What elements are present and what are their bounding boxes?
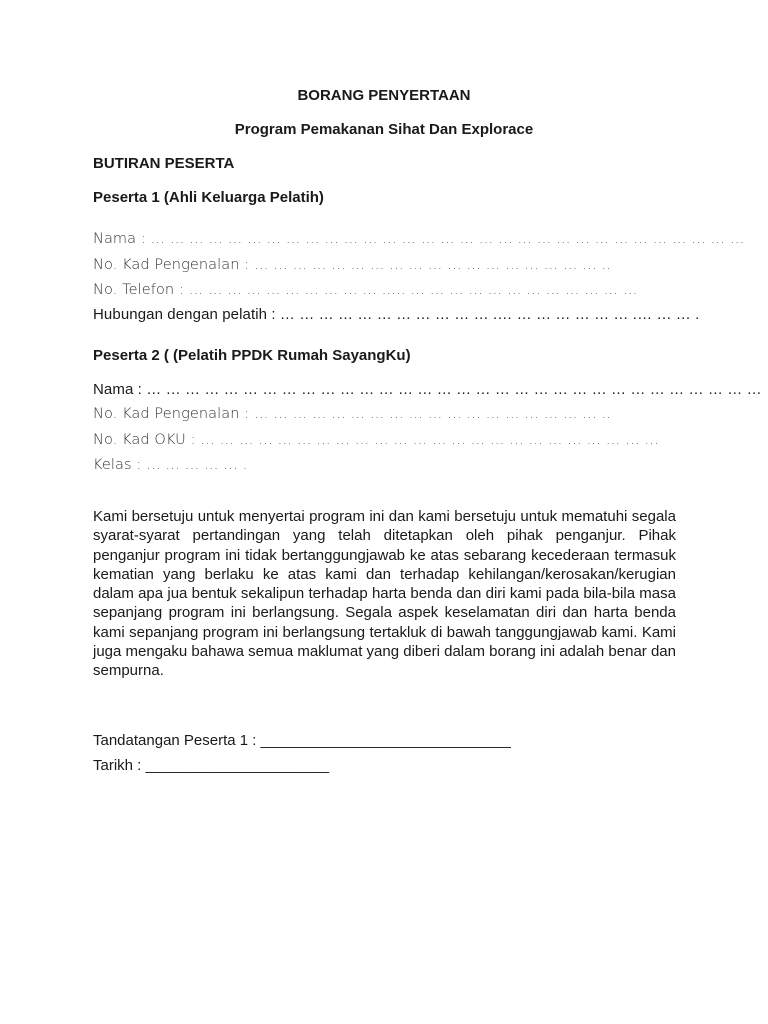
peserta-1-nama-field: Nama : … … … … … … … … … … … … … … … … … … … … … … … … … … … … … … … bbox=[93, 231, 745, 247]
peserta-1-telefon-field: No. Telefon : … … … … … … … … … … ..… … … … … … … … … … … … … bbox=[93, 282, 638, 298]
form-title: BORANG PENYERTAAN bbox=[297, 87, 471, 104]
peserta-2-kad-pengenalan-field: No. Kad Pengenalan : … … … … … … … … … … … … … … … … … … .. bbox=[93, 406, 611, 422]
peserta-2-kelas-field: Kelas : … … … … … . bbox=[93, 457, 248, 473]
peserta-1-hubungan-field: Hubungan dengan pelatih : … … … … … … … … … … … .… … … … … … … .… … … . bbox=[93, 306, 700, 323]
form-subtitle: Program Pemakanan Sihat Dan Explorace bbox=[234, 121, 534, 138]
declaration-paragraph: Kami bersetuju untuk menyertai program ini dan kami bersetuju untuk mematuhi segala syarat-syarat pertandingan yang telah ditetapkan oleh pihak penganjur. Pihak penganjur program ini tidak bertanggungjawab ke atas sebarang kecederaan termasuk kematian yang berlaku ke atas kami dan terhadap kehilangan/kerosakan/kerugian dalam apa jua bentuk sekalipun terhadap harta benda dan diri kami pada bila-bila masa sepanjang program ini berlangsung. Segala aspek keselamatan diri dan harta benda kami sepanjang program ini berlangsung tertakluk di bawah tanggungjawab kami. Kami juga mengaku bahawa semua maklumat yang diberi dalam borang ini adalah benar dan sempurna. bbox=[93, 508, 676, 680]
peserta-1-heading: Peserta 1 (Ahli Keluarga Pelatih) bbox=[93, 189, 324, 206]
butiran-peserta-heading: BUTIRAN PESERTA bbox=[93, 155, 235, 172]
tarikh-line: Tarikh : ______________________ bbox=[93, 757, 330, 774]
peserta-2-nama-field: Nama : … … … … … … … … … … … … … … … … … … … … … … … … … … … … … … … … bbox=[93, 381, 762, 398]
peserta-2-kad-oku-field: No. Kad OKU : … … … … … … … … … … … … … … … … … … … … … … … … bbox=[93, 432, 659, 448]
peserta-1-kad-pengenalan-field: No. Kad Pengenalan : … … … … … … … … … … … … … … … … … … .. bbox=[93, 257, 611, 273]
tandatangan-peserta-1-line: Tandatangan Peserta 1 : ______________________________ bbox=[93, 732, 511, 749]
peserta-2-heading: Peserta 2 ( (Pelatih PPDK Rumah SayangKu) bbox=[93, 347, 411, 364]
